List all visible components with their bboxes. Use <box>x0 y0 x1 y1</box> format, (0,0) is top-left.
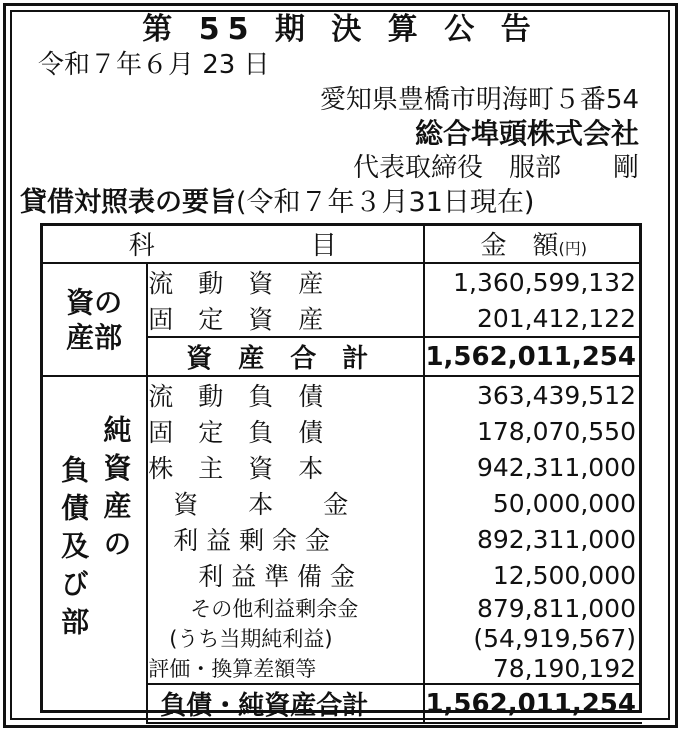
liability-label: 株 主 資 本 <box>147 449 424 485</box>
liab-total-label: 負債・純資産合計 <box>147 684 424 723</box>
liab-total-amount: 1,562,011,254 <box>424 684 642 723</box>
heading-date: (令和７年３月31日現在) <box>236 187 535 218</box>
representative: 代表取締役 服部 剛 <box>352 153 639 183</box>
balance-sheet-table <box>42 225 642 724</box>
liability-amount: 12,500,000 <box>492 560 636 590</box>
asset-label: 固 定 資 産 <box>147 300 424 337</box>
liability-label: 利 益 剰 余 金 <box>147 521 424 557</box>
notice-title: 第 55 期 決 算 公 告 <box>142 12 539 47</box>
liability-amount: 50,000,000 <box>492 488 636 518</box>
assets-section-label: 資の産部 <box>42 263 147 376</box>
heading-main: 貸借対照表の要旨 <box>20 187 236 218</box>
header-amount-label: 金 額 <box>480 231 559 261</box>
liability-amount: 942,311,000 <box>476 452 636 482</box>
balance-sheet-heading <box>20 189 534 216</box>
table-header-row <box>42 225 642 263</box>
liability-amount: (54,919,567) <box>473 623 636 653</box>
company-name: 総合埠頭株式会社 <box>414 117 639 150</box>
liabilities-section-label <box>42 376 147 723</box>
table-row <box>42 263 642 300</box>
liability-label: (うち当期純利益) <box>147 623 424 653</box>
assets-total-amount: 1,562,011,254 <box>424 337 642 376</box>
header-unit: (円) <box>558 239 587 258</box>
liability-label: 資 本 金 <box>147 485 424 521</box>
liability-amount: 879,811,000 <box>476 593 636 623</box>
notice-date: 令和７年６月 23 日 <box>38 50 270 80</box>
company-address: 愛知県豊橋市明海町５番54 <box>319 85 639 115</box>
assets-total-label: 資 産 合 計 <box>147 337 424 376</box>
liab-label-col-1: 負債及び部 <box>57 455 91 645</box>
liability-amount: 363,439,512 <box>476 380 636 410</box>
header-item: 科 目 <box>42 225 424 263</box>
liability-label: その他利益剰余金 <box>147 593 424 623</box>
asset-amount: 201,412,122 <box>476 303 636 333</box>
liability-label: 評価・換算差額等 <box>147 653 424 684</box>
asset-label: 流 動 資 産 <box>147 263 424 300</box>
header-amount <box>424 225 642 263</box>
asset-amount: 1,360,599,132 <box>453 267 636 297</box>
table-row <box>42 376 642 413</box>
liability-label: 流 動 負 債 <box>147 376 424 413</box>
liability-amount: 892,311,000 <box>476 524 636 554</box>
liability-label: 固 定 負 債 <box>147 413 424 449</box>
liability-amount: 178,070,550 <box>476 416 636 446</box>
liability-amount: 78,190,192 <box>492 653 636 683</box>
liab-label-col-2: 純資産の <box>99 415 133 567</box>
liability-label: 利 益 準 備 金 <box>147 557 424 593</box>
